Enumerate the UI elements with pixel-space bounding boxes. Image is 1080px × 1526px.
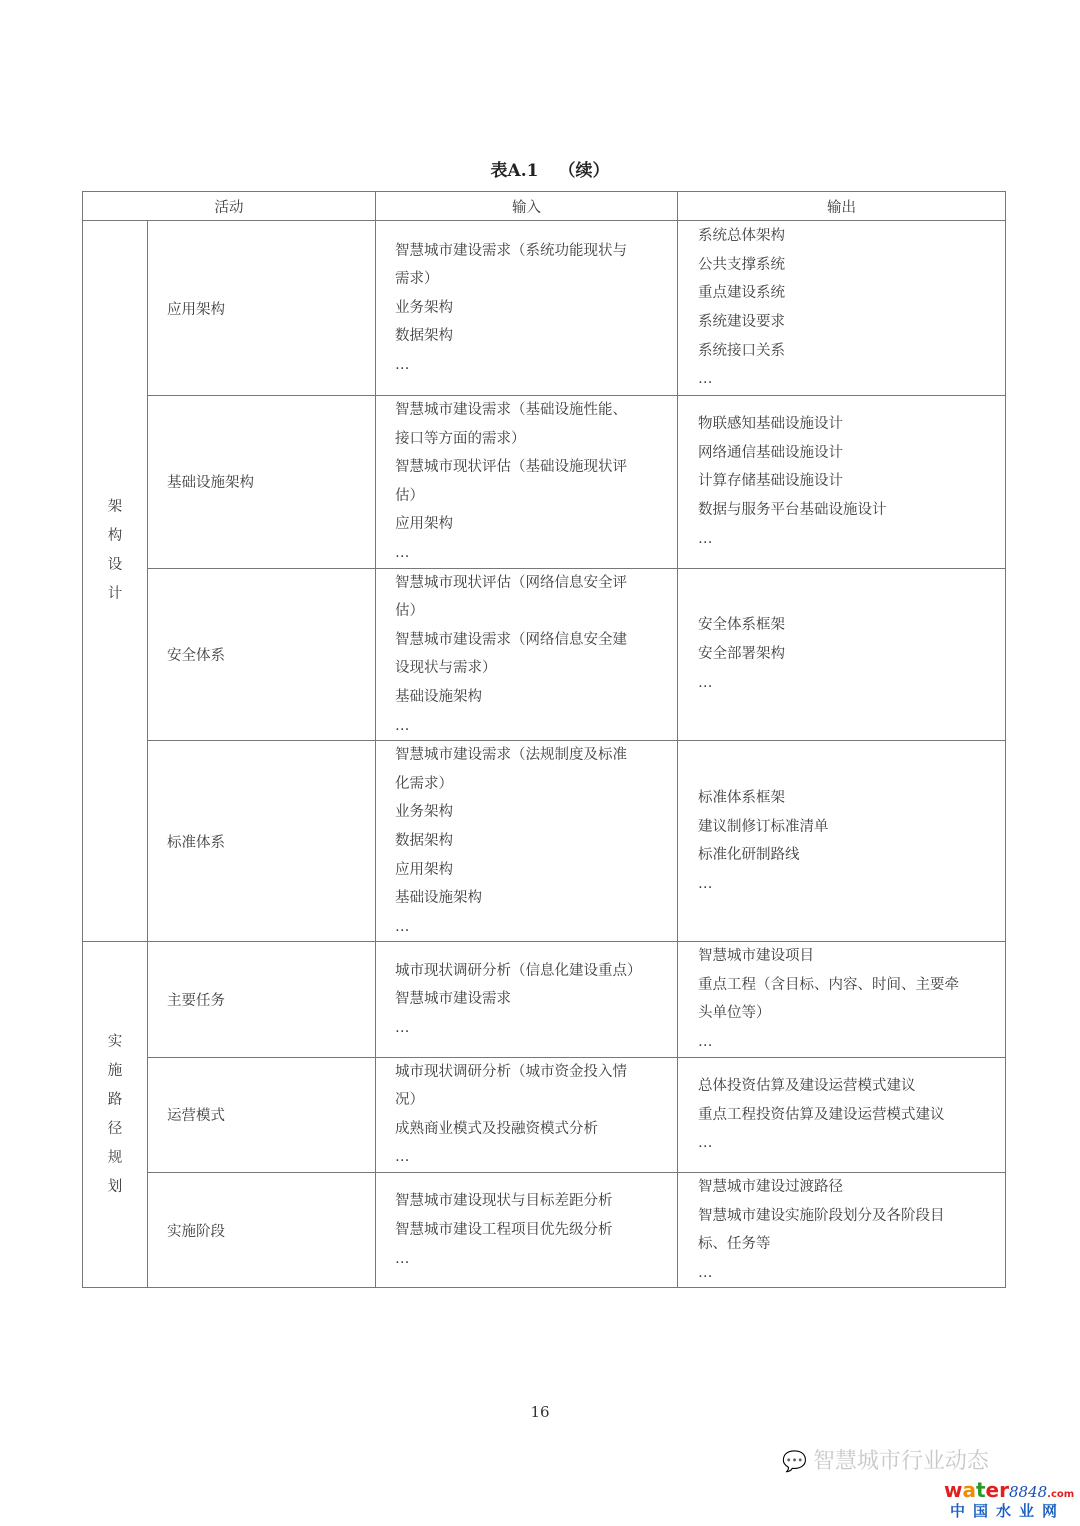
output-line: 重点工程投资估算及建设运营模式建议 — [698, 1106, 945, 1123]
input-line: 智慧城市建设需求（网络信息安全建 — [395, 631, 627, 648]
watermark-text: 智慧城市行业动态 — [812, 1449, 989, 1474]
output-cell — [678, 1173, 1006, 1288]
output-line: 系统接口关系 — [698, 342, 785, 359]
input-line: 智慧城市建设需求（法规制度及标准 — [395, 747, 627, 764]
output-line: 安全部署架构 — [698, 646, 785, 663]
table-title — [0, 156, 1080, 181]
output-line: … — [698, 1264, 713, 1281]
output-line: … — [698, 674, 713, 691]
watermark — [782, 1448, 989, 1475]
input-line: 应用架构 — [395, 516, 453, 533]
input-line: 接口等方面的需求） — [395, 430, 526, 447]
output-line: 标、任务等 — [698, 1236, 771, 1253]
output-line: 数据与服务平台基础设施设计 — [698, 502, 887, 519]
input-cell — [376, 942, 678, 1057]
header-activity: 活动 — [83, 192, 376, 221]
input-line: 况） — [395, 1092, 424, 1109]
output-cell — [678, 221, 1006, 396]
table-row — [83, 942, 1006, 1057]
output-cell — [678, 741, 1006, 942]
group-label: 实施路径规划 — [107, 1033, 123, 1195]
page-number: 16 — [530, 1403, 550, 1421]
table-row — [83, 221, 1006, 396]
input-line: … — [395, 1149, 410, 1166]
input-line: 基础设施架构 — [395, 688, 482, 705]
output-line: 总体投资估算及建设运营模式建议 — [698, 1077, 916, 1094]
input-line: … — [395, 1019, 410, 1036]
output-line: 计算存储基础设施设计 — [698, 473, 843, 490]
input-cell — [376, 741, 678, 942]
table-row — [83, 396, 1006, 569]
output-line: … — [698, 1135, 713, 1152]
input-line: 设现状与需求） — [395, 660, 497, 677]
group-label-cell — [83, 942, 148, 1288]
output-line: 网络通信基础设施设计 — [698, 444, 843, 461]
wechat-icon: 💬 — [782, 1449, 807, 1473]
input-line: 业务架构 — [395, 804, 453, 821]
input-line: 智慧城市建设需求（基础设施性能、 — [395, 402, 627, 418]
activity-table — [82, 191, 1006, 1288]
input-line: 业务架构 — [395, 299, 453, 316]
input-cell — [376, 1057, 678, 1172]
table-row — [83, 1173, 1006, 1288]
output-line: 标准化研制路线 — [698, 847, 800, 864]
input-line: … — [395, 1250, 410, 1267]
input-line: … — [395, 356, 410, 373]
group-label: 架构设计 — [107, 499, 123, 603]
output-cell — [678, 396, 1006, 569]
output-line: 公共支撑系统 — [698, 256, 785, 273]
output-cell — [678, 568, 1006, 741]
activity-cell: 标准体系 — [148, 741, 376, 942]
output-cell — [678, 1057, 1006, 1172]
input-line: 智慧城市建设现状与目标差距分析 — [395, 1193, 613, 1210]
input-line: 应用架构 — [395, 861, 453, 878]
output-line: 建议制修订标准清单 — [698, 818, 829, 835]
header-output: 输出 — [678, 192, 1006, 221]
output-line: … — [698, 371, 713, 388]
input-line: 数据架构 — [395, 832, 453, 849]
activity-cell: 安全体系 — [148, 568, 376, 741]
activity-cell: 运营模式 — [148, 1057, 376, 1172]
output-line: 标准体系框架 — [698, 790, 785, 807]
input-cell — [376, 221, 678, 396]
input-cell — [376, 1173, 678, 1288]
table-row — [83, 568, 1006, 741]
output-line: … — [698, 875, 713, 892]
input-line: 估） — [395, 603, 424, 620]
input-line: … — [395, 717, 410, 734]
input-line: 智慧城市现状评估（网络信息安全评 — [395, 574, 627, 591]
output-line: 重点工程（含目标、内容、时间、主要牵 — [698, 976, 959, 993]
table-row — [83, 1057, 1006, 1172]
output-line: 安全体系框架 — [698, 617, 785, 634]
input-line: … — [395, 918, 410, 935]
activity-cell: 应用架构 — [148, 221, 376, 396]
input-line: 智慧城市现状评估（基础设施现状评 — [395, 459, 627, 476]
logo-cn-text: 中国水业网 — [950, 1502, 1066, 1520]
water8848-logo: water8848.com — [944, 1478, 1075, 1502]
output-line: 智慧城市建设过渡路径 — [698, 1179, 843, 1196]
input-line: 城市现状调研分析（信息化建设重点） — [395, 962, 642, 979]
output-line: 重点建设系统 — [698, 285, 785, 302]
input-cell — [376, 568, 678, 741]
logo-domain: .com — [1047, 1489, 1075, 1500]
input-line: 智慧城市建设需求 — [395, 991, 511, 1008]
input-line: 需求） — [395, 271, 439, 288]
output-line: … — [698, 530, 713, 547]
output-line: … — [698, 1034, 713, 1051]
input-line: 城市现状调研分析（城市资金投入情 — [395, 1063, 627, 1080]
activity-cell: 基础设施架构 — [148, 396, 376, 569]
header-input: 输入 — [376, 192, 678, 221]
output-line: 系统建设要求 — [698, 314, 785, 330]
table-label: 表A.1 — [490, 161, 539, 181]
output-line: 头单位等） — [698, 1005, 771, 1022]
input-line: 化需求） — [395, 775, 453, 792]
input-line: 智慧城市建设工程项目优先级分析 — [395, 1221, 613, 1238]
input-line: 基础设施架构 — [395, 890, 482, 907]
output-line: 系统总体架构 — [698, 228, 785, 245]
input-line: 估） — [395, 487, 424, 504]
input-line: 成熟商业模式及投融资模式分析 — [395, 1120, 598, 1137]
output-line: 智慧城市建设项目 — [698, 948, 814, 965]
group-label-cell — [83, 221, 148, 942]
header-row — [83, 192, 1006, 221]
output-cell — [678, 942, 1006, 1057]
input-line: … — [395, 544, 410, 561]
table-continued: （续） — [558, 161, 610, 181]
output-line: 智慧城市建设实施阶段划分及各阶段目 — [698, 1207, 945, 1224]
output-line: 物联感知基础设施设计 — [698, 416, 843, 433]
activity-cell: 实施阶段 — [148, 1173, 376, 1288]
table-row — [83, 741, 1006, 942]
input-line: 数据架构 — [395, 328, 453, 345]
activity-cell: 主要任务 — [148, 942, 376, 1057]
input-cell — [376, 396, 678, 569]
input-line: 智慧城市建设需求（系统功能现状与 — [395, 242, 627, 259]
